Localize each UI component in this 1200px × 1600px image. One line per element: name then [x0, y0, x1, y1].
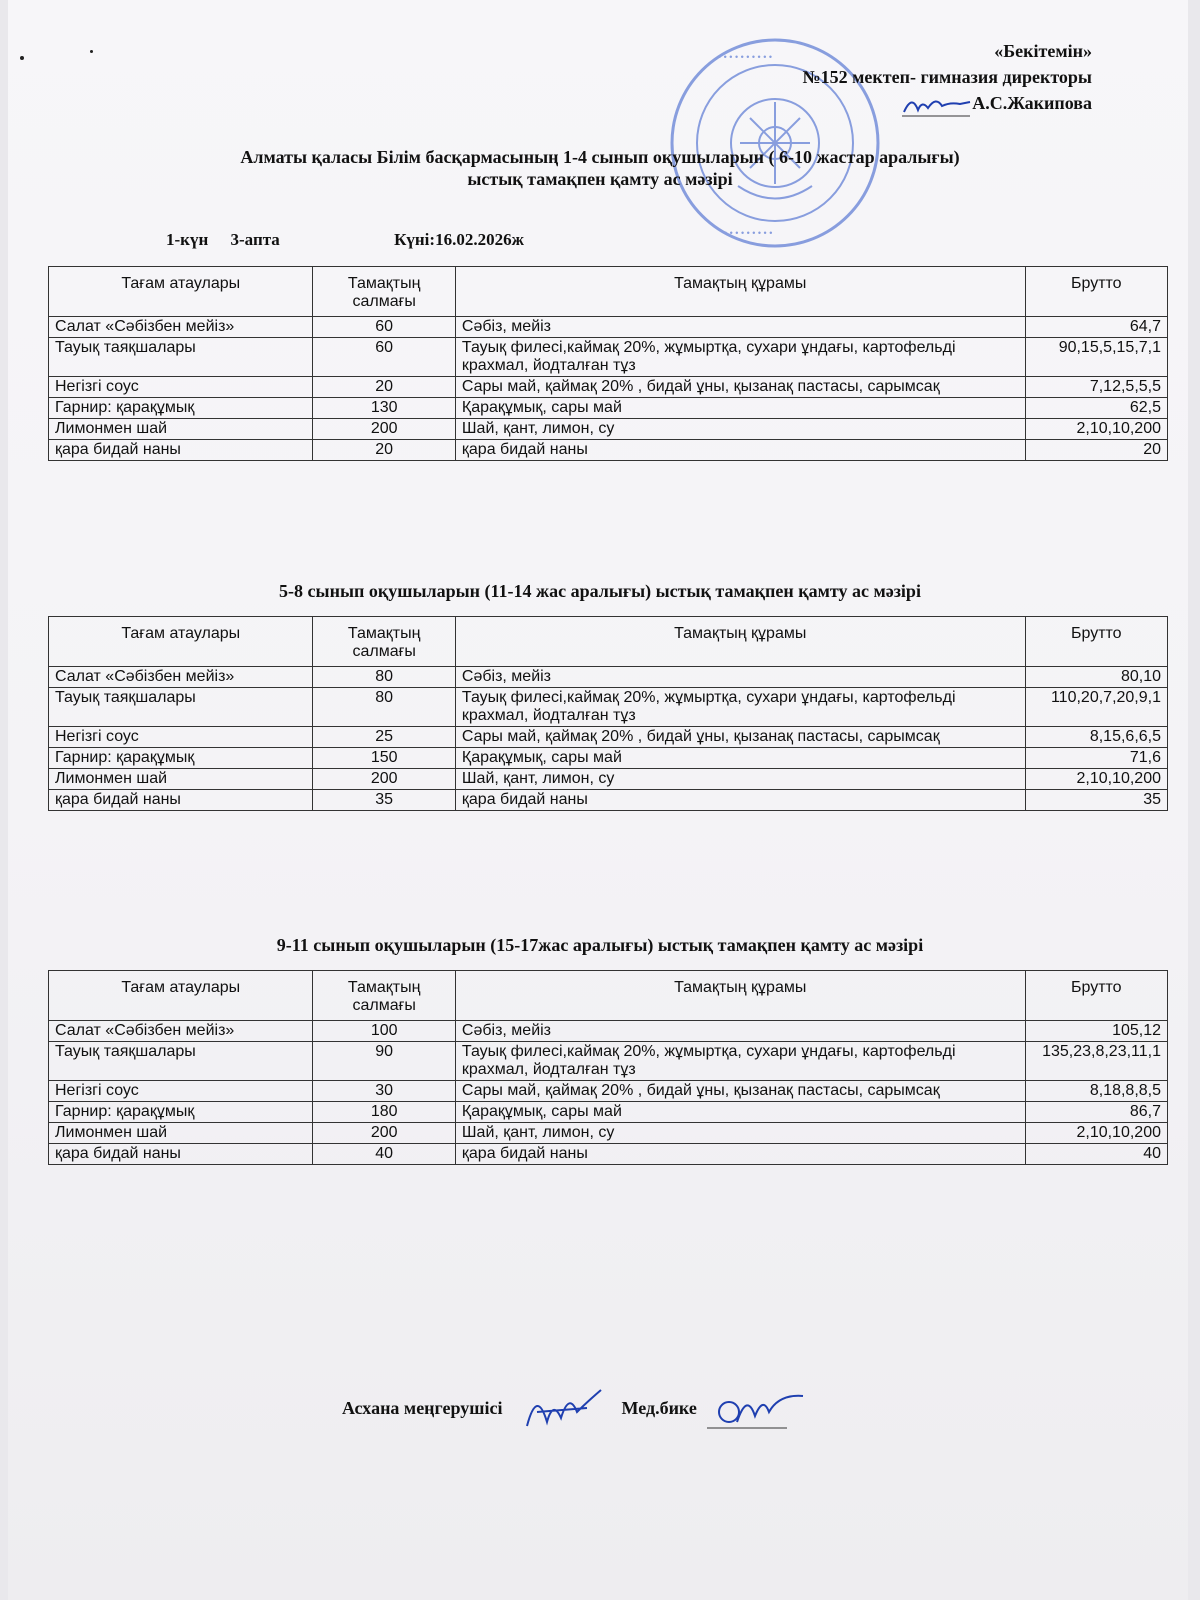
menu-title-1	[0, 146, 1200, 190]
header-brutto: Брутто	[1025, 267, 1167, 317]
table-row	[49, 688, 1168, 727]
approval-block	[803, 38, 1092, 118]
cell-brutto: 86,7	[1025, 1102, 1167, 1123]
cell-composition: Сәбіз, мейіз	[455, 1021, 1025, 1042]
cell-brutto: 135,23,8,23,11,1	[1025, 1042, 1167, 1081]
cell-composition: Шай, қант, лимон, су	[455, 1123, 1025, 1144]
table-row	[49, 398, 1168, 419]
cell-composition: қара бидай наны	[455, 440, 1025, 461]
approval-signatory	[803, 90, 1092, 118]
nurse-signature-icon	[707, 1382, 807, 1438]
title-1-line-1: Алматы қаласы Білім басқармасының 1-4 сынып оқушыларын ( 6-10 жастар аралығы)	[240, 147, 960, 167]
week-label: 3-апта	[230, 230, 280, 249]
cell-brutto: 2,10,10,200	[1025, 769, 1167, 790]
menu-table-grades-5-8	[48, 616, 1168, 811]
cell-dish-name: Гарнир: қарақұмық	[49, 398, 313, 419]
speck	[20, 56, 24, 60]
director-signature-icon	[902, 92, 972, 118]
svg-text:• • • • • • • • • •: • • • • • • • • • •	[718, 52, 773, 62]
date-label: Күні:16.02.2026ж	[394, 230, 524, 249]
cell-brutto: 110,20,7,20,9,1	[1025, 688, 1167, 727]
table-row	[49, 419, 1168, 440]
footer-signatures	[342, 1382, 807, 1438]
header-composition: Тамақтың құрамы	[455, 617, 1025, 667]
cell-brutto: 64,7	[1025, 317, 1167, 338]
cell-dish-name: Салат «Сәбізбен мейіз»	[49, 667, 313, 688]
cell-brutto: 8,15,6,6,5	[1025, 727, 1167, 748]
cell-weight: 25	[313, 727, 455, 748]
cell-weight: 40	[313, 1144, 455, 1165]
cell-weight: 180	[313, 1102, 455, 1123]
table-row	[49, 1021, 1168, 1042]
cell-dish-name: Негізгі соус	[49, 377, 313, 398]
cell-composition: Сәбіз, мейіз	[455, 317, 1025, 338]
speck	[90, 50, 93, 53]
nurse-label: Мед.бике	[621, 1398, 697, 1419]
cell-weight: 150	[313, 748, 455, 769]
cell-dish-name: Лимонмен шай	[49, 419, 313, 440]
cell-brutto: 40	[1025, 1144, 1167, 1165]
cell-composition: Тауық филесі,каймақ 20%, жұмыртқа, сухари ұндағы, картофельді крахмал, йодталған тұз	[455, 1042, 1025, 1081]
menu-title-3: 9-11 сынып оқушыларын (15-17жас аралығы) ыстық тамақпен қамту ас мәзірі	[276, 935, 924, 955]
cell-composition: Қарақұмық, сары май	[455, 398, 1025, 419]
cell-weight: 30	[313, 1081, 455, 1102]
cell-weight: 80	[313, 688, 455, 727]
cell-brutto: 8,18,8,8,5	[1025, 1081, 1167, 1102]
cell-composition: Сары май, қаймақ 20% , бидай ұны, қызанақ пастасы, сарымсақ	[455, 1081, 1025, 1102]
cell-brutto: 7,12,5,5,5	[1025, 377, 1167, 398]
cell-dish-name: қара бидай наны	[49, 440, 313, 461]
table-header-row	[49, 617, 1168, 667]
cell-weight: 100	[313, 1021, 455, 1042]
cell-composition: Шай, қант, лимон, су	[455, 769, 1025, 790]
cell-brutto: 2,10,10,200	[1025, 1123, 1167, 1144]
header-name: Тағам атаулары	[49, 971, 313, 1021]
cell-weight: 35	[313, 790, 455, 811]
table-header-row	[49, 267, 1168, 317]
cell-dish-name: Салат «Сәбізбен мейіз»	[49, 1021, 313, 1042]
cell-dish-name: Негізгі соус	[49, 727, 313, 748]
cell-weight: 20	[313, 377, 455, 398]
cell-composition: Сары май, қаймақ 20% , бидай ұны, қызанақ пастасы, сарымсақ	[455, 377, 1025, 398]
cell-dish-name: қара бидай наны	[49, 1144, 313, 1165]
cell-brutto: 35	[1025, 790, 1167, 811]
title-1-line-2: ыстық тамақпен қамту ас мәзірі	[467, 169, 733, 189]
header-name: Тағам атаулары	[49, 267, 313, 317]
menu-table-grades-9-11	[48, 970, 1168, 1165]
table-row	[49, 1102, 1168, 1123]
table-row	[49, 377, 1168, 398]
cook-signature-icon	[517, 1382, 607, 1438]
director-name: А.С.Жакипова	[972, 93, 1092, 113]
header-composition: Тамақтың құрамы	[455, 267, 1025, 317]
table-row	[49, 1081, 1168, 1102]
cell-dish-name: Тауық таяқшалары	[49, 688, 313, 727]
table-row	[49, 440, 1168, 461]
table-row	[49, 769, 1168, 790]
header-name: Тағам атаулары	[49, 617, 313, 667]
cell-dish-name: Гарнир: қарақұмық	[49, 748, 313, 769]
cell-brutto: 71,6	[1025, 748, 1167, 769]
table-row	[49, 1042, 1168, 1081]
cell-dish-name: Лимонмен шай	[49, 1123, 313, 1144]
cell-weight: 200	[313, 769, 455, 790]
approval-title: «Бекітемін»	[994, 41, 1092, 61]
cell-brutto: 90,15,5,15,7,1	[1025, 338, 1167, 377]
header-composition: Тамақтың құрамы	[455, 971, 1025, 1021]
table-header-row	[49, 971, 1168, 1021]
table-row	[49, 317, 1168, 338]
cell-dish-name: Негізгі соус	[49, 1081, 313, 1102]
cell-composition: Тауық филесі,каймақ 20%, жұмыртқа, сухари ұндағы, картофельді крахмал, йодталған тұз	[455, 688, 1025, 727]
cell-composition: Шай, қант, лимон, су	[455, 419, 1025, 440]
svg-text:• • • • • • • • •: • • • • • • • • •	[724, 228, 773, 238]
cell-weight: 90	[313, 1042, 455, 1081]
approval-position: №152 мектеп- гимназия директоры	[802, 67, 1092, 87]
table-row	[49, 1123, 1168, 1144]
cell-dish-name: қара бидай наны	[49, 790, 313, 811]
date-line	[166, 230, 542, 250]
cell-dish-name: Тауық таяқшалары	[49, 1042, 313, 1081]
cell-dish-name: Гарнир: қарақұмық	[49, 1102, 313, 1123]
table-row	[49, 790, 1168, 811]
cell-dish-name: Тауық таяқшалары	[49, 338, 313, 377]
cell-brutto: 80,10	[1025, 667, 1167, 688]
cell-composition: Қарақұмық, сары май	[455, 748, 1025, 769]
day-label: 1-күн	[166, 230, 209, 249]
header-brutto: Брутто	[1025, 971, 1167, 1021]
cell-composition: қара бидай наны	[455, 790, 1025, 811]
table-row	[49, 727, 1168, 748]
cell-composition: Сары май, қаймақ 20% , бидай ұны, қызанақ пастасы, сарымсақ	[455, 727, 1025, 748]
cell-composition: Сәбіз, мейіз	[455, 667, 1025, 688]
header-weight: Тамақтың салмағы	[313, 971, 455, 1021]
header-brutto: Брутто	[1025, 617, 1167, 667]
cell-brutto: 105,12	[1025, 1021, 1167, 1042]
cell-weight: 200	[313, 419, 455, 440]
cell-weight: 60	[313, 317, 455, 338]
cell-brutto: 2,10,10,200	[1025, 419, 1167, 440]
table-row	[49, 1144, 1168, 1165]
table-row	[49, 748, 1168, 769]
cell-dish-name: Салат «Сәбізбен мейіз»	[49, 317, 313, 338]
cell-composition: Тауық филесі,каймақ 20%, жұмыртқа, сухари ұндағы, картофельді крахмал, йодталған тұз	[455, 338, 1025, 377]
cook-label: Асхана меңгерушісі	[342, 1398, 503, 1419]
cell-weight: 20	[313, 440, 455, 461]
cell-dish-name: Лимонмен шай	[49, 769, 313, 790]
cell-composition: қара бидай наны	[455, 1144, 1025, 1165]
menu-table-grades-1-4	[48, 266, 1168, 461]
cell-brutto: 62,5	[1025, 398, 1167, 419]
cell-brutto: 20	[1025, 440, 1167, 461]
header-weight: Тамақтың салмағы	[313, 267, 455, 317]
cell-weight: 60	[313, 338, 455, 377]
cell-weight: 200	[313, 1123, 455, 1144]
cell-weight: 130	[313, 398, 455, 419]
table-row	[49, 667, 1168, 688]
header-weight: Тамақтың салмағы	[313, 617, 455, 667]
menu-title-2: 5-8 сынып оқушыларын (11-14 жас аралығы) ыстық тамақпен қамту ас мәзірі	[279, 581, 921, 601]
cell-weight: 80	[313, 667, 455, 688]
table-row	[49, 338, 1168, 377]
cell-composition: Қарақұмық, сары май	[455, 1102, 1025, 1123]
